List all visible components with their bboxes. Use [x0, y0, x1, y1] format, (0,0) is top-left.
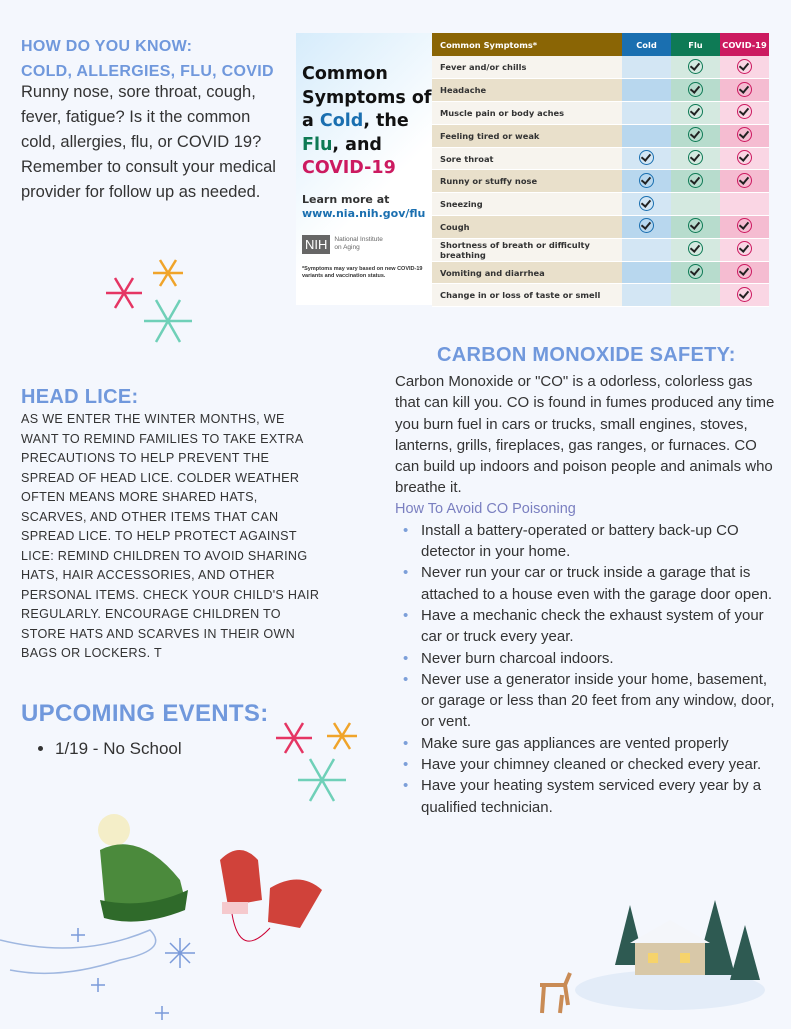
covid-cell	[720, 102, 769, 125]
symptom-name: Feeling tired or weak	[432, 124, 622, 147]
co-tip: • Never use a generator inside your home, basement, or garage or less than 20 feet from any window, door, or vent.	[395, 669, 777, 733]
co-tip: • Never burn charcoal indoors.	[395, 648, 777, 669]
symptoms-infographic	[296, 33, 769, 305]
co-body: Carbon Monoxide or "CO" is a odorless, colorless gas that can kill you. CO is found in fumes produced any time you burn fuel in cars or trucks, small engines, stoves, lanterns, grills, fireplaces, gas ranges, or furnaces. CO can build up indoors and poison people and animals who breathe it.	[395, 373, 775, 497]
check-icon	[688, 104, 703, 119]
snowflakes-decoration-2	[270, 712, 380, 817]
check-icon	[737, 104, 752, 119]
symptom-row	[432, 170, 769, 193]
footnote: *Symptoms may vary based on new COVID-19 variants and vaccination status.	[302, 265, 423, 279]
check-icon	[688, 173, 703, 188]
infographic-title-panel	[296, 33, 432, 305]
header-symptoms: Common Symptoms*	[432, 33, 622, 56]
symptom-row	[432, 238, 769, 261]
symptom-name: Sore throat	[432, 147, 622, 170]
cold-cell	[622, 124, 671, 147]
check-icon	[737, 173, 752, 188]
check-icon	[737, 59, 752, 74]
cold-cell	[622, 238, 671, 261]
covid-cell	[720, 261, 769, 284]
symptom-name: Runny or stuffy nose	[432, 170, 622, 193]
covid-cell	[720, 56, 769, 79]
symptom-row	[432, 147, 769, 170]
check-icon	[639, 218, 654, 233]
symptom-name: Headache	[432, 79, 622, 102]
check-icon	[737, 218, 752, 233]
cold-cell	[622, 216, 671, 239]
events-heading: UPCOMING EVENTS:	[21, 700, 269, 727]
check-icon	[688, 241, 703, 256]
check-icon	[737, 150, 752, 165]
check-icon	[639, 150, 654, 165]
flu-cell	[671, 102, 720, 125]
header-flu: Flu	[671, 33, 720, 56]
learn-more: Learn more at www.nia.nih.gov/flu	[302, 193, 432, 221]
header-covid: COVID-19	[720, 33, 769, 56]
check-icon	[737, 264, 752, 279]
symptom-row	[432, 261, 769, 284]
house-deer-illustration	[530, 895, 770, 1025]
co-subheading: How To Avoid CO Poisoning	[395, 500, 576, 517]
symptom-name: Muscle pain or body aches	[432, 102, 622, 125]
cold-cell	[622, 56, 671, 79]
hat-mittens-icon	[0, 810, 340, 1024]
covid-cell	[720, 79, 769, 102]
co-tip: • Never run your car or truck inside a garage that is attached to a house even with the garage door open.	[395, 562, 777, 605]
check-icon	[688, 82, 703, 97]
symptom-name: Shortness of breath or difficulty breathing	[432, 238, 622, 261]
check-icon	[688, 127, 703, 142]
nih-logo: NIH National Institute on Aging	[302, 235, 432, 254]
heading-line-1: HOW DO YOU KNOW:	[21, 38, 193, 55]
check-icon	[737, 287, 752, 302]
snowflake-icon	[270, 712, 380, 812]
infographic-title: Common Symptoms of a Cold, the Flu, and COVID-19	[302, 64, 432, 178]
flu-cell	[671, 56, 720, 79]
cold-cell	[622, 147, 671, 170]
covid-cell	[720, 284, 769, 307]
know-heading	[21, 34, 274, 84]
co-section	[395, 341, 777, 818]
covid-cell	[720, 238, 769, 261]
co-tip: • Have your heating system serviced every year by a qualified technician.	[395, 775, 777, 818]
symptom-name: Fever and/or chills	[432, 56, 622, 79]
check-icon	[688, 150, 703, 165]
heading-line-2: COLD, ALLERGIES, FLU, COVID	[21, 63, 274, 80]
covid-cell	[720, 193, 769, 216]
symptom-name: Cough	[432, 216, 622, 239]
cold-cell	[622, 193, 671, 216]
lice-body: AS WE ENTER THE WINTER MONTHS, WE WANT TO REMIND FAMILIES TO TAKE EXTRA PRECAUTIONS TO HELP PREVENT THE SPREAD OF HEAD LICE. COLDER WEATHER OFTEN MEANS MORE SHARED HATS, SCARVES, AND OTHER ITEMS THAT CAN SPREAD LICE. TO HELP PROTECT AGAINST LICE: REMIND CHILDREN TO AVOID SHARING HATS, HAIR ACCESSORIES, AND OTHER PERSONAL ITEMS. CHECK YOUR CHILD'S HAIR REGULARLY. ENCOURAGE CHILDREN TO STORE HATS AND SCARVES IN THEIR OWN BAGS OR LOCKERS. T	[21, 412, 320, 660]
events-list	[55, 736, 182, 761]
event-item: • 1/19 - No School	[55, 736, 182, 761]
header-cold: Cold	[622, 33, 671, 56]
check-icon	[737, 127, 752, 142]
symptom-name: Change in or loss of taste or smell	[432, 284, 622, 307]
symptom-row	[432, 216, 769, 239]
check-icon	[639, 173, 654, 188]
co-tip: • Have a mechanic check the exhaust system of your car or truck every year.	[395, 605, 777, 648]
flu-cell	[671, 79, 720, 102]
covid-cell	[720, 216, 769, 239]
cold-cell	[622, 261, 671, 284]
symptom-row	[432, 193, 769, 216]
flu-cell	[671, 284, 720, 307]
co-tip: • Make sure gas appliances are vented properly	[395, 733, 777, 754]
check-icon	[737, 241, 752, 256]
check-icon	[737, 82, 752, 97]
nia-link[interactable]: www.nia.nih.gov/flu	[302, 206, 426, 220]
flu-cell	[671, 261, 720, 284]
covid-cell	[720, 170, 769, 193]
co-tip: • Have your chimney cleaned or checked every year.	[395, 754, 777, 775]
co-tip: • Install a battery-operated or battery back-up CO detector in your home.	[395, 520, 777, 563]
covid-cell	[720, 147, 769, 170]
winter-illustration	[0, 810, 340, 1029]
house-icon	[530, 895, 770, 1020]
cold-cell	[622, 284, 671, 307]
flu-cell	[671, 216, 720, 239]
check-icon	[688, 264, 703, 279]
flu-cell	[671, 238, 720, 261]
symptom-row	[432, 284, 769, 307]
symptom-row	[432, 102, 769, 125]
cold-cell	[622, 170, 671, 193]
symptom-name: Sneezing	[432, 193, 622, 216]
symptoms-table	[432, 33, 769, 307]
check-icon	[639, 196, 654, 211]
know-body: Runny nose, sore throat, cough, fever, fatigue? Is it the common cold, allergies, flu, or COVID 19? Remember to consult your medical provider for follow up as needed.	[21, 83, 276, 201]
lice-heading: HEAD LICE:	[21, 386, 139, 408]
flu-cell	[671, 170, 720, 193]
symptom-row	[432, 79, 769, 102]
symptom-name: Vomiting and diarrhea	[432, 261, 622, 284]
snowflakes-decoration	[100, 255, 210, 360]
co-heading: CARBON MONOXIDE SAFETY:	[437, 344, 736, 366]
lice-section	[21, 384, 326, 664]
flu-cell	[671, 124, 720, 147]
symptom-row	[432, 56, 769, 79]
snowflake-icon	[100, 255, 210, 355]
cold-cell	[622, 79, 671, 102]
covid-cell	[720, 124, 769, 147]
check-icon	[688, 218, 703, 233]
symptom-row	[432, 124, 769, 147]
flu-cell	[671, 193, 720, 216]
cold-cell	[622, 102, 671, 125]
flu-cell	[671, 147, 720, 170]
co-list	[395, 520, 777, 818]
check-icon	[688, 59, 703, 74]
